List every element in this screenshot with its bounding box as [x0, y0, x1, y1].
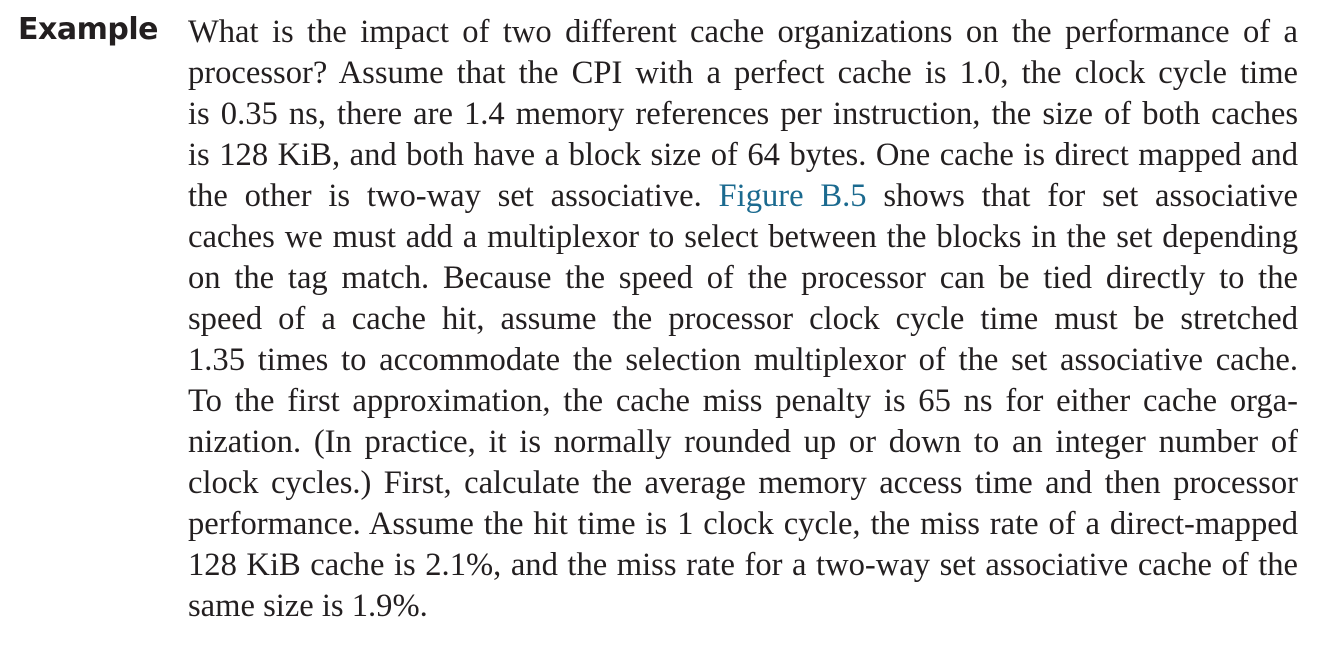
paragraph-line: What is the impact of two different cache organizations on the performance of a [188, 14, 1298, 50]
paragraph-line: speed of a cache hit, assume the processor clock cycle time must be stretched [188, 301, 1298, 337]
paragraph-line-with-link [188, 176, 1298, 217]
paragraph-line: caches we must add a multiplexor to select between the blocks in the set depending [188, 219, 1298, 255]
example-body-paragraph [188, 12, 1298, 627]
paragraph-line: is 128 KiB, and both have a block size of 64 bytes. One cache is direct mapped and [188, 137, 1298, 173]
paragraph-line: processor? Assume that the CPI with a perfect cache is 1.0, the clock cycle time [188, 55, 1298, 91]
paragraph-line: is 0.35 ns, there are 1.4 memory references per instruction, the size of both caches [188, 96, 1298, 132]
paragraph-line: performance. Assume the hit time is 1 clock cycle, the miss rate of a direct-mapped [188, 506, 1298, 542]
paragraph-line: clock cycles.) First, calculate the average memory access time and then processor [188, 465, 1298, 501]
paragraph-line: 1.35 times to accommodate the selection multiplexor of the set associative cache. [188, 342, 1298, 378]
figure-b5-link[interactable]: Figure B.5 [718, 178, 867, 214]
example-label: Example [18, 12, 158, 47]
paragraph-line: To the first approximation, the cache miss penalty is 65 ns for either cache orga- [188, 383, 1298, 419]
paragraph-line: 128 KiB cache is 2.1%, and the miss rate for a two-way set associative cache of the [188, 547, 1298, 583]
paragraph-line: same size is 1.9%. [188, 588, 428, 624]
paragraph-line: nization. (In practice, it is normally rounded up or down to an integer number of [188, 424, 1298, 460]
paragraph-line: on the tag match. Because the speed of the processor can be tied directly to the [188, 260, 1298, 296]
paragraph-text: shows that for set associative [883, 178, 1298, 214]
paragraph-text: the other is two-way set associative. [188, 178, 702, 214]
